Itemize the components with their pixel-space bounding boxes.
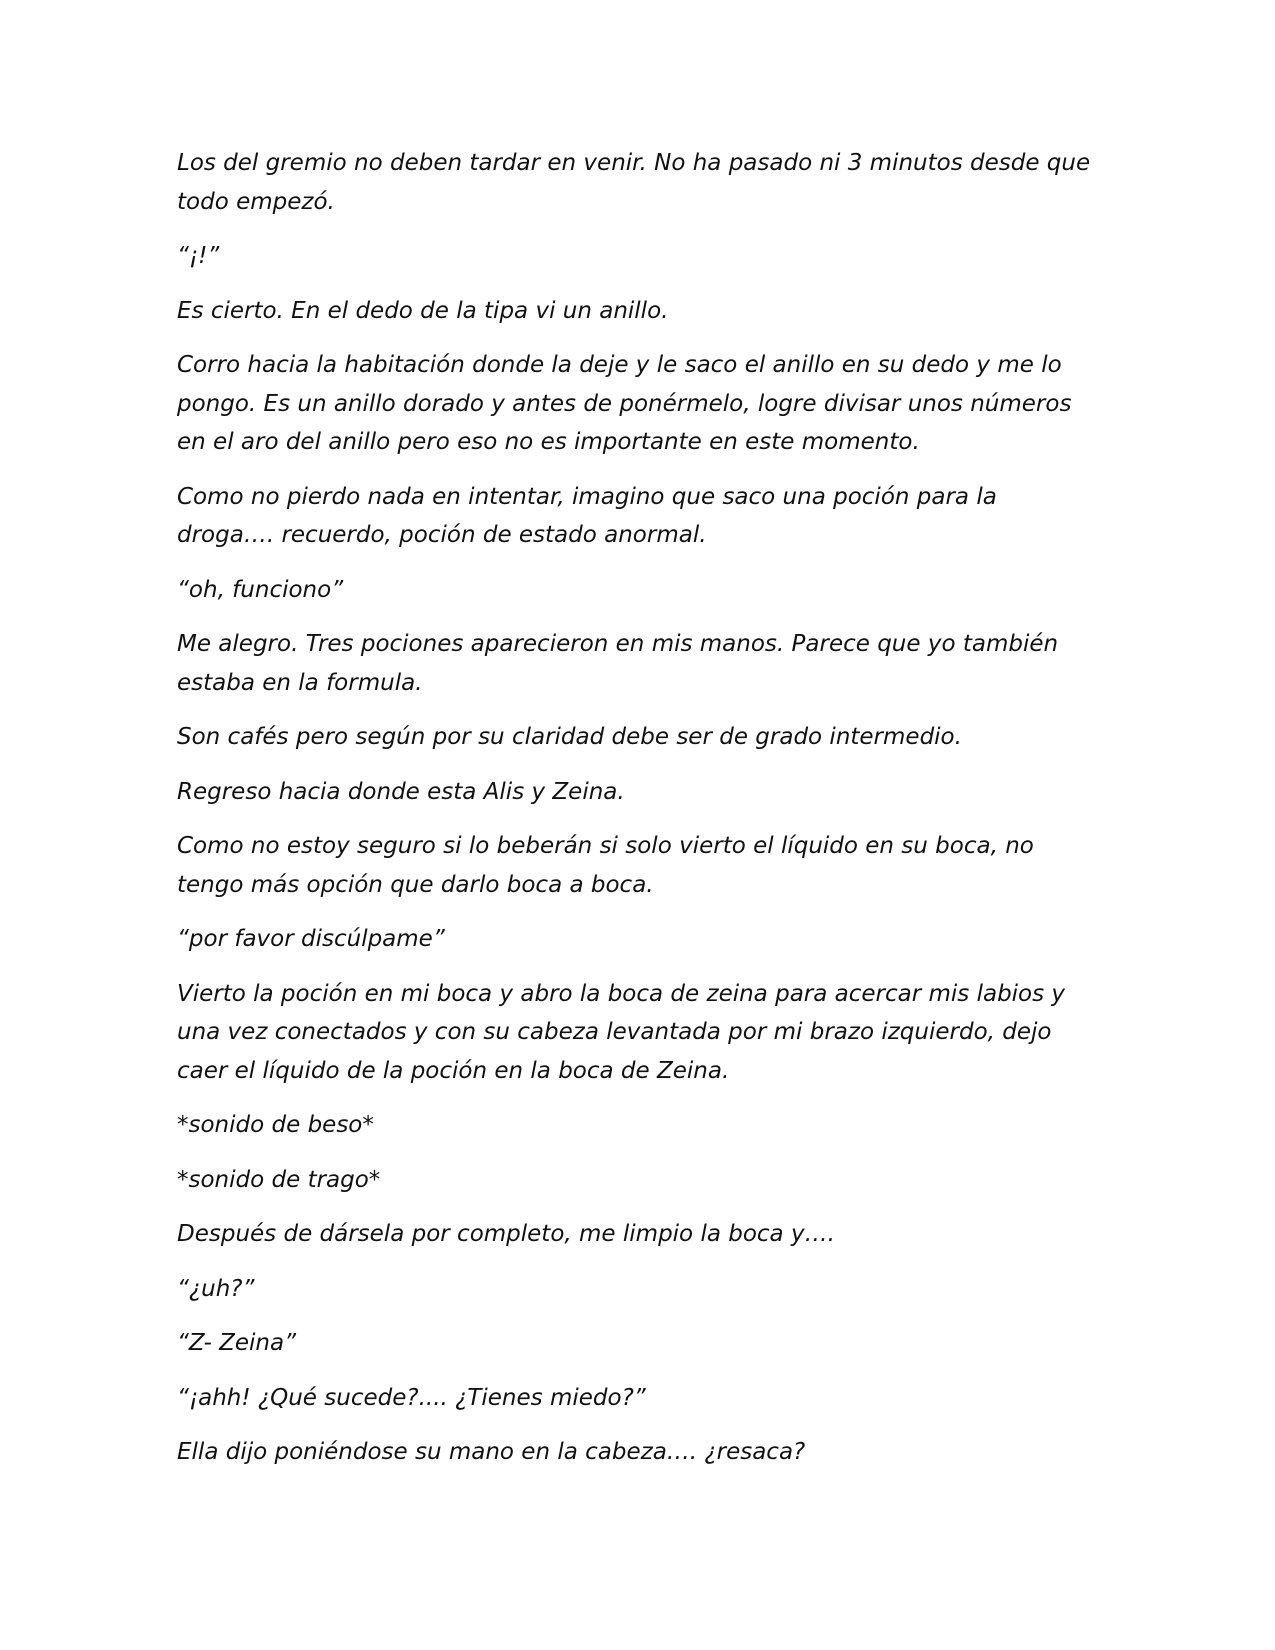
- paragraph: Es cierto. En el dedo de la tipa vi un anillo.: [177, 297, 669, 324]
- paragraph: “Z- Zeina”: [177, 1330, 297, 1356]
- paragraph: Me alegro. Tres pociones aparecieron en mis manos. Parece que yo también estaba en la formula.: [177, 631, 1059, 696]
- paragraph: Vierto la poción en mi boca y abro la boca de zeina para acercar mis labios y una vez conectados y con su cabeza levantada por mi brazo izquierdo, dejo caer el líquido de la poción en la boca de Zeina.: [177, 980, 1066, 1084]
- paragraph: Los del gremio no deben tardar en venir. No ha pasado ni 3 minutos desde que todo empezó.: [177, 150, 1091, 215]
- paragraph: Como no pierdo nada en intentar, imagino que saco una poción para la droga…. recuerdo, poción de estado anormal.: [177, 483, 997, 548]
- document-body: [177, 144, 1097, 1488]
- paragraph: “¡ahh! ¿Qué sucede?.... ¿Tienes miedo?”: [177, 1384, 646, 1411]
- paragraph: Regreso hacia donde esta Alis y Zeina.: [177, 778, 625, 805]
- paragraph: “oh, funciono”: [177, 576, 344, 603]
- paragraph: Después de dársela por completo, me limpio la boca y….: [177, 1221, 835, 1247]
- paragraph: *sonido de trago*: [177, 1166, 381, 1193]
- paragraph: Son cafés pero según por su claridad debe ser de grado intermedio.: [177, 724, 962, 750]
- paragraph: “¿uh?”: [177, 1275, 255, 1302]
- paragraph: Como no estoy seguro si lo beberán si solo vierto el líquido en su boca, no tengo más opción que darlo boca a boca.: [177, 833, 1034, 898]
- paragraph: “¡!”: [177, 243, 220, 269]
- paragraph: “por favor discúlpame”: [177, 926, 445, 952]
- paragraph: *sonido de beso*: [177, 1112, 374, 1138]
- paragraph: Ella dijo poniéndose su mano en la cabeza…. ¿resaca?: [177, 1439, 806, 1465]
- paragraph: Corro hacia la habitación donde la deje y le saco el anillo en su dedo y me lo pongo. Es un anillo dorado y antes de ponérmelo, logre divisar unos números en el aro del anillo pero eso no es importante en este momento.: [177, 352, 1072, 455]
